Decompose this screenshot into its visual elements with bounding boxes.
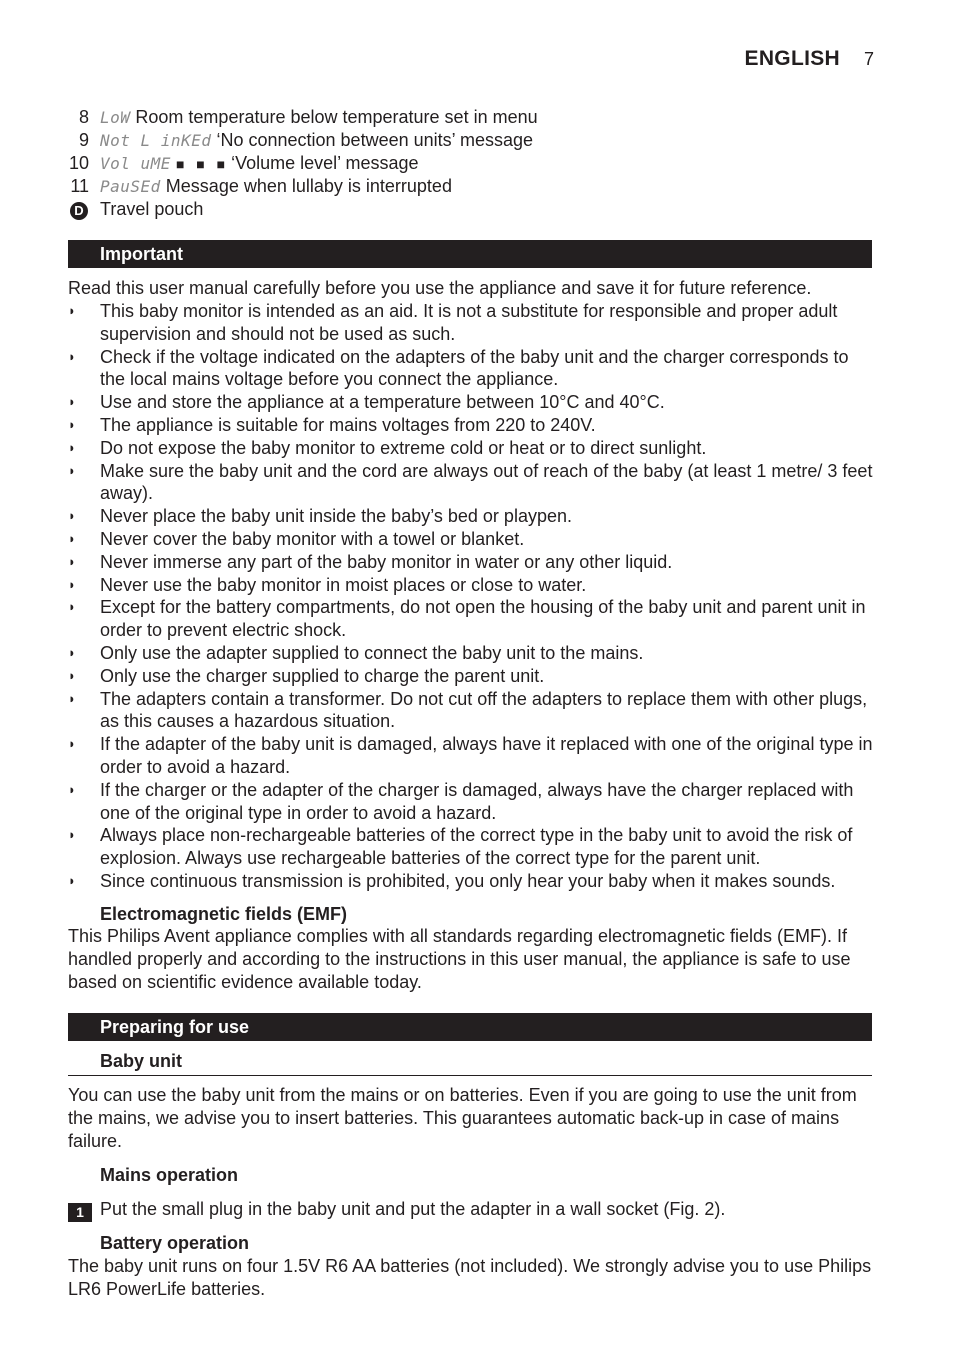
bullet-arrow-icon: ◗ — [68, 530, 76, 546]
lcd-text: Not L inKEd — [100, 131, 212, 150]
bullet-item — [68, 505, 878, 528]
bullet-text: If the adapter of the baby unit is damaged, always have it replaced with one of the original type in order to avoid a hazard. — [100, 734, 873, 777]
legend-text: ‘Volume level’ message — [231, 153, 419, 173]
lcd-text: Vol uME — [100, 154, 171, 173]
bullet-arrow-icon: ◗ — [68, 303, 76, 318]
bullet-arrow-icon: ◗ — [68, 439, 76, 455]
section-title: Important — [100, 244, 183, 264]
bullet-item — [68, 596, 878, 642]
bullet-arrow-icon: ◗ — [68, 644, 76, 660]
legend-text: Room temperature below temperature set in menu — [135, 107, 538, 127]
legend-number: 9 — [78, 130, 89, 150]
step-text: Put the small plug in the baby unit and put the adapter in a wall socket (Fig. 2). — [100, 1199, 726, 1219]
bullet-item — [68, 460, 878, 506]
bullet-text: Make sure the baby unit and the cord are always out of reach of the baby (at least 1 metre/ 3 feet away). — [100, 460, 873, 504]
bullet-text: Use and store the appliance at a temperature between 10°C and 40°C. — [100, 392, 665, 413]
bullet-arrow-icon: ◗ — [68, 690, 76, 706]
volume-squares-icon: ■ ■ ■ — [175, 156, 230, 172]
battery-operation-heading: Battery operation — [100, 1233, 250, 1253]
bullet-text: Do not expose the baby monitor to extreme cold or heat or to direct sunlight. — [100, 437, 707, 458]
bullet-item — [68, 346, 878, 392]
bullet-item — [68, 642, 878, 665]
language-label: ENGLISH — [744, 47, 840, 70]
bullet-item — [68, 391, 878, 414]
bullet-item — [68, 437, 878, 460]
bullet-item — [68, 824, 878, 870]
bullet-arrow-icon: ◗ — [68, 781, 76, 797]
bullet-text: Never use the baby monitor in moist places or close to water. — [100, 574, 587, 595]
legend-item — [62, 106, 882, 129]
bullet-text: The adapters contain a transformer. Do not cut off the adapters to replace them with other plugs, as this causes a hazardous situation. — [100, 688, 868, 732]
legend-item — [62, 129, 882, 152]
letter-d-circle-icon: D — [70, 202, 88, 220]
bullet-text: The appliance is suitable for mains voltages from 220 to 240V. — [100, 414, 596, 435]
bullet-arrow-icon: ◗ — [68, 348, 76, 364]
bullet-text: This baby monitor is intended as an aid. It is not a substitute for responsible and proper adult supervision and should not be used as such. — [100, 301, 838, 344]
legend-text: Travel pouch — [100, 199, 204, 219]
bullet-arrow-icon: ◗ — [68, 576, 76, 592]
bullet-text: Except for the battery compartments, do not open the housing of the baby unit and parent unit in order to prevent electric shock. — [100, 597, 866, 641]
bullet-item — [68, 870, 878, 893]
bullet-item — [68, 551, 878, 574]
bullet-text: Never immerse any part of the baby monitor in water or any other liquid. — [100, 551, 673, 572]
important-intro: Read this user manual carefully before you use the appliance and save it for future reference. — [68, 278, 812, 298]
lcd-text: PauSEd — [100, 177, 161, 196]
bullet-arrow-icon: ◗ — [68, 553, 76, 569]
emf-heading: Electromagnetic fields (EMF) — [100, 904, 348, 924]
bullet-text: Never place the baby unit inside the baby’s bed or playpen. — [100, 506, 572, 527]
section-bar-important — [68, 240, 872, 268]
bullet-arrow-icon: ◗ — [68, 872, 76, 888]
divider — [68, 1075, 872, 1076]
legend-item — [62, 198, 882, 221]
component-legend — [62, 106, 882, 221]
emf-paragraph: This Philips Avent appliance complies with all standards regarding electromagnetic fields (EMF). If handled properly and according to the instructions in this user manual, the appliance is safe to use based on scientific evidence available today. — [68, 926, 851, 992]
section-title: Preparing for use — [100, 1017, 250, 1037]
legend-text: ‘No connection between units’ message — [216, 130, 533, 150]
bullet-arrow-icon: ◗ — [68, 599, 76, 615]
bullet-item — [68, 574, 878, 597]
bullet-arrow-icon: ◗ — [68, 508, 76, 524]
bullet-text: Check if the voltage indicated on the adapters of the baby unit and the charger corresponds to the local mains voltage before you connect the appliance. — [100, 346, 849, 390]
bullet-text: Only use the charger supplied to charge the parent unit. — [100, 665, 545, 686]
bullet-item — [68, 300, 878, 346]
bullet-arrow-icon: ◗ — [68, 416, 76, 432]
bullet-arrow-icon: ◗ — [68, 736, 76, 752]
bullet-text: Never cover the baby monitor with a towel or blanket. — [100, 528, 525, 549]
bullet-arrow-icon: ◗ — [68, 462, 76, 478]
bullet-text: Only use the adapter supplied to connect the baby unit to the mains. — [100, 642, 644, 663]
important-bullet-list — [68, 300, 878, 893]
legend-item — [62, 175, 882, 198]
bullet-text: Always place non-rechargeable batteries of the correct type in the baby unit to avoid the risk of explosion. Always use rechargeable batteries of the correct type for the parent unit. — [100, 825, 853, 869]
bullet-text: Since continuous transmission is prohibited, you only hear your baby when it makes sounds. — [100, 870, 836, 891]
page-header — [745, 47, 874, 71]
step-number: 1 — [68, 1203, 92, 1222]
bullet-item — [68, 733, 878, 779]
bullet-item — [68, 528, 878, 551]
bullet-arrow-icon: ◗ — [68, 667, 76, 683]
bullet-item — [68, 414, 878, 437]
legend-item — [62, 152, 882, 175]
bullet-item — [68, 688, 878, 734]
bullet-item — [68, 665, 878, 688]
mains-operation-heading: Mains operation — [100, 1165, 239, 1185]
legend-text: Message when lullaby is interrupted — [165, 176, 452, 196]
legend-number: 8 — [78, 107, 89, 127]
baby-unit-heading: Baby unit — [100, 1051, 183, 1071]
section-bar-preparing — [68, 1013, 872, 1041]
bullet-item — [68, 779, 878, 825]
lcd-text: LoW — [100, 108, 131, 127]
baby-unit-paragraph: You can use the baby unit from the mains or on batteries. Even if you are going to use the unit from the mains, we advise you to insert batteries. This guarantees automatic back-up in case of mains failure. — [68, 1085, 857, 1151]
bullet-text: If the charger or the adapter of the charger is damaged, always have the charger replaced with one of the original type in order to avoid a hazard. — [100, 779, 854, 823]
step-1 — [68, 1198, 878, 1221]
page-number: 7 — [863, 49, 874, 69]
battery-paragraph: The baby unit runs on four 1.5V R6 AA batteries (not included). We strongly advise you to use Philips LR6 PowerLife batteries. — [68, 1256, 872, 1299]
bullet-arrow-icon: ◗ — [68, 827, 76, 843]
bullet-arrow-icon: ◗ — [68, 394, 76, 410]
legend-number: 11 — [70, 176, 89, 196]
legend-number: 10 — [68, 153, 89, 173]
